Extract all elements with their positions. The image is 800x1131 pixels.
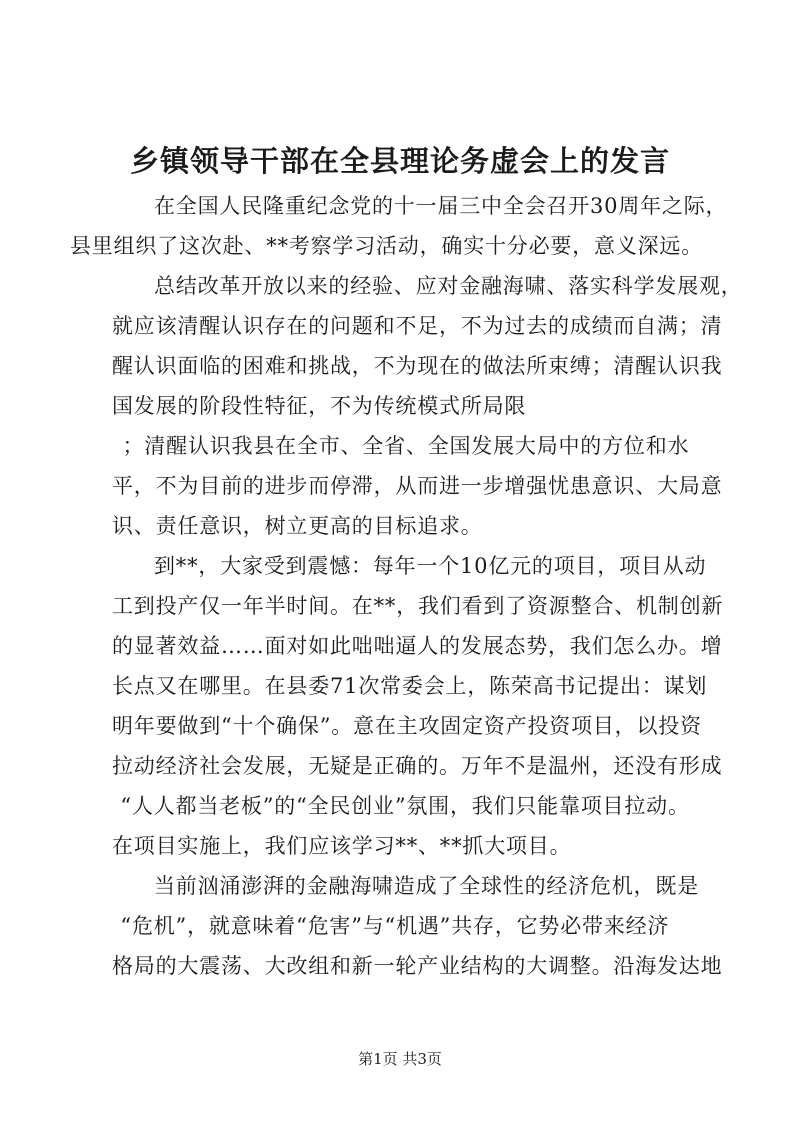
text-line: 国发展的阶段性特征，不为传统模式所局限 xyxy=(112,394,527,418)
text-line: “人人都当老板”的“全民创业”氛围，我们只能靠项目拉动。 xyxy=(120,794,690,818)
text-line: 拉动经济社会发展，无疑是正确的。万年不是温州，还没有形成 xyxy=(112,754,723,778)
document-title: 乡镇领导干部在全县理论务虚会上的发言 xyxy=(129,144,670,178)
paragraph xyxy=(112,546,724,866)
text-line: 醒认识面临的困难和挑战，不为现在的做法所束缚；清醒认识我 xyxy=(112,354,723,378)
text-line: 的显著效益……面对如此咄咄逼人的发展态势，我们怎么办。增 xyxy=(112,634,723,658)
text-line: “危机”，就意味着“危害”与“机遇”共存，它势必带来经济 xyxy=(120,914,670,938)
text-line: 长点又在哪里。在县委71次常委会上，陈荣高书记提出：谋划 xyxy=(112,674,708,698)
paragraph xyxy=(70,186,728,266)
text-line: 平，不为目前的进步而停滞，从而进一步增强忧患意识、大局意 xyxy=(112,474,723,498)
text-line: 格局的大震荡、大改组和新一轮产业结构的大调整。沿海发达地 xyxy=(112,954,723,978)
paragraph xyxy=(112,426,723,546)
text-line: 到**，大家受到震憾：每年一个10亿元的项目，项目从动 xyxy=(154,554,707,578)
document-body xyxy=(70,186,743,986)
text-line: 明年要做到“十个确保”。意在主攻固定资产投资项目，以投资 xyxy=(112,714,702,738)
text-line: ；清醒认识我县在全市、全省、全国发展大局中的方位和水 xyxy=(122,434,690,458)
text-line: 县里组织了这次赴、**考察学习活动，确实十分必要，意义深远。 xyxy=(70,234,703,258)
text-line: 总结改革开放以来的经验、应对金融海啸、落实科学发展观， xyxy=(154,274,743,298)
paragraph xyxy=(112,266,743,426)
text-line: 在全国人民隆重纪念党的十一届三中全会召开30周年之际， xyxy=(154,194,728,218)
text-line: 当前汹涌澎湃的金融海啸造成了全球性的经济危机，既是 xyxy=(154,874,699,898)
paragraph xyxy=(112,866,723,986)
text-line: 就应该清醒认识存在的问题和不足，不为过去的成绩而自满；清 xyxy=(112,314,723,338)
text-line: 工到投产仅一年半时间。在**，我们看到了资源整合、机制创新 xyxy=(112,594,724,618)
text-line: 识、责任意识，树立更高的目标追求。 xyxy=(112,514,483,538)
page-footer: 第1页 共3页 xyxy=(358,1050,442,1068)
text-line: 在项目实施上，我们应该学习**、**抓大项目。 xyxy=(112,834,572,858)
